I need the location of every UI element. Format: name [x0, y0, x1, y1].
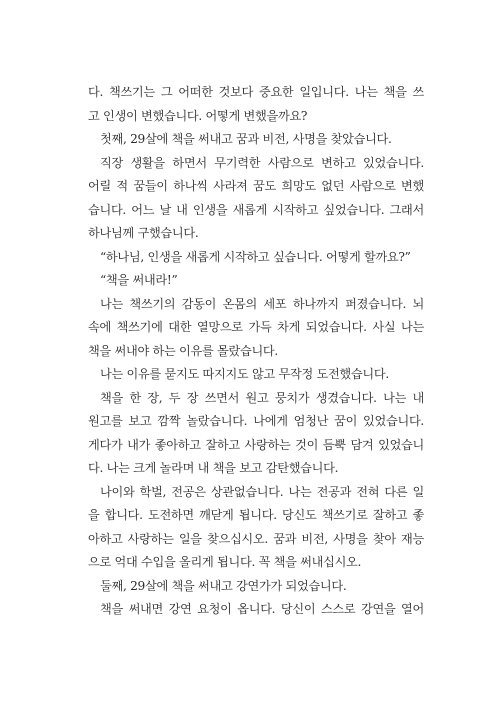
text-line: 책을 써내야 하는 이유를 몰랐습니다. [88, 343, 278, 358]
paragraph [88, 387, 424, 481]
text-line: 속에 책쓰기에 대한 열망으로 가득 차게 되었습니다. 사실 나는 [88, 320, 424, 334]
text-line: 직장 생활을 하면서 무기력한 사람으로 변하고 있었습니다. [100, 155, 424, 170]
text-line: 나는 책쓰기의 감동이 온몸의 세포 하나까지 퍼졌습니다. 뇌 [100, 296, 424, 311]
text-line: “하나님, 인생을 새롭게 시작하고 싶습니다. 어떻게 할까요?” [100, 249, 411, 264]
text-line: “책을 써내라!” [100, 273, 178, 287]
paragraph [88, 269, 424, 293]
text-line: 다. 나는 크게 놀라며 내 책을 보고 감탄했습니다. [88, 461, 339, 475]
paragraph [88, 81, 424, 128]
text-line: 첫째, 29살에 책을 써내고 꿈과 비전, 사명을 찾았습니다. [100, 132, 392, 146]
text-line: 나이와 학벌, 전공은 상관없습니다. 나는 전공과 전혀 다른 일 [100, 484, 424, 499]
paragraph [88, 481, 424, 575]
text-line: 으로 억대 수입을 올리게 됩니다. 꼭 책을 써내십시오. [88, 555, 362, 569]
text-line: 원고를 보고 깜짝 놀랐습니다. 나에게 엄청난 꿈이 있었습니다. [88, 414, 424, 428]
text-line: 책을 한 장, 두 장 쓰면서 원고 뭉치가 생겼습니다. 나는 내 [100, 390, 424, 405]
text-line: 다. 책쓰기는 그 어떠한 것보다 중요한 일입니다. 나는 책을 쓰 [88, 85, 424, 99]
text-line: 둘째, 29살에 책을 써내고 강연가가 되었습니다. [100, 578, 347, 593]
paragraph [88, 598, 424, 622]
paragraph [88, 575, 424, 599]
text-line: 게다가 내가 좋아하고 잘하고 사랑하는 것이 듬뿍 담겨 있었습니 [88, 437, 424, 452]
text-line: 어릴 적 꿈들이 하나씩 사라져 꿈도 희망도 없던 사람으로 변했 [88, 179, 424, 193]
paragraph [88, 246, 424, 270]
text-line: 을 합니다. 도전하면 깨닫게 됩니다. 당신도 책쓰기로 잘하고 좋 [88, 508, 424, 522]
paragraph [88, 152, 424, 246]
text-line: 아하고 사랑하는 일을 찾으십시오. 꿈과 비전, 사명을 찾아 재능 [88, 531, 424, 546]
text-line: 하나님께 구했습니다. [88, 226, 199, 240]
text-line: 습니다. 어느 날 내 인생을 새롭게 시작하고 싶었습니다. 그래서 [88, 202, 424, 217]
paragraph [88, 363, 424, 387]
text-line: 책을 써내면 강연 요청이 옵니다. 당신이 스스로 강연을 열어 [100, 602, 424, 616]
paragraph [88, 128, 424, 152]
text-line: 나는 이유를 묻지도 따지지도 않고 무작정 도전했습니다. [100, 367, 389, 381]
paragraph [88, 293, 424, 364]
body-text [88, 81, 424, 622]
text-line: 고 인생이 변했습니다. 어떻게 변했을까요? [88, 108, 308, 123]
